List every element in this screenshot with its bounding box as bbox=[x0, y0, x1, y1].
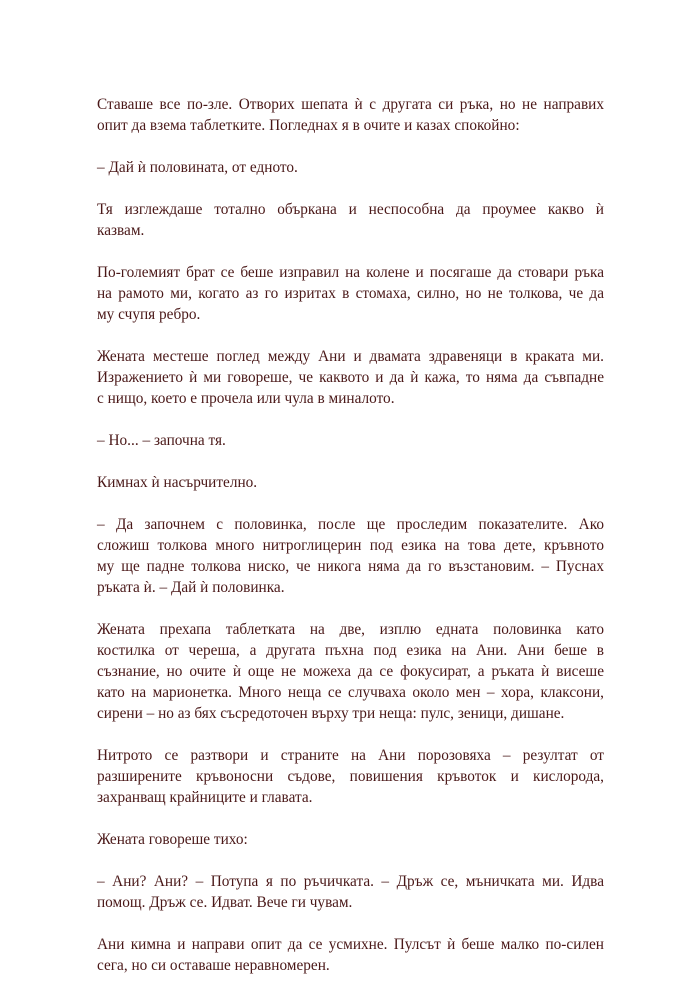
paragraph bbox=[97, 346, 604, 409]
document-body bbox=[97, 94, 604, 997]
paragraph bbox=[97, 829, 604, 850]
text-line: разширените кръвоносни съдове, повишения кръвоток и кислорода, bbox=[97, 768, 604, 785]
text-line: сирени – но аз бях съсредоточен върху три неща: пулс, зеници, дишане. bbox=[97, 705, 565, 722]
paragraph bbox=[97, 871, 604, 913]
paragraph bbox=[97, 745, 604, 808]
paragraph bbox=[97, 472, 604, 493]
text-line: му ще падне толкова ниско, че никога няма да го възстановим. – Пуснах bbox=[97, 558, 604, 575]
paragraph bbox=[97, 430, 604, 451]
text-line: – Дай ѝ половината, от едното. bbox=[97, 159, 298, 176]
text-line: сега, но си оставаше неравномерен. bbox=[97, 957, 330, 974]
text-line: Нитрото се разтвори и страните на Ани порозовяха – резултат от bbox=[97, 747, 604, 764]
paragraph bbox=[97, 199, 604, 241]
text-line: – Ани? Ани? – Потупа я по ръчичката. – Дръж се, мъничката ми. Идва bbox=[97, 873, 604, 890]
text-line: сложиш толкова много нитроглицерин под езика на това дете, кръвното bbox=[97, 537, 604, 554]
text-line: с нищо, което е прочела или чула в миналото. bbox=[97, 390, 395, 407]
paragraph bbox=[97, 94, 604, 136]
text-line: Тя изглеждаше тотално объркана и неспособна да проумее какво ѝ bbox=[97, 201, 604, 218]
text-line: Жената прехапа таблетката на две, изплю едната половинка като bbox=[97, 621, 604, 638]
text-line: Ставаше все по-зле. Отворих шепата ѝ с другата си ръка, но не направих bbox=[97, 96, 604, 113]
text-line: опит да взема таблетките. Погледнах я в очите и казах спокойно: bbox=[97, 117, 520, 134]
text-line: – Но... – започна тя. bbox=[97, 432, 226, 449]
text-line: като на марионетка. Много неща се случваха около мен – хора, клаксони, bbox=[97, 684, 604, 701]
text-line: костилка от череша, а другата пъхна под езика на Ани. Ани беше в bbox=[97, 642, 604, 659]
text-line: Жената говореше тихо: bbox=[97, 831, 248, 848]
text-line: на рамото ми, когато аз го изритах в стомаха, силно, но не толкова, че да bbox=[97, 285, 604, 302]
text-line: помощ. Дръж се. Идват. Вече ги чувам. bbox=[97, 894, 353, 911]
text-line: По-големият брат се беше изправил на колене и посягаше да стовари ръка bbox=[97, 264, 604, 281]
text-line: ръката ѝ. – Дай ѝ половинка. bbox=[97, 579, 285, 596]
text-line: Жената местеше поглед между Ани и двамата здравеняци в краката ми. bbox=[97, 348, 604, 365]
paragraph bbox=[97, 514, 604, 598]
text-line: казвам. bbox=[97, 222, 145, 239]
text-line: Кимнах ѝ насърчително. bbox=[97, 474, 258, 491]
text-line: – Да започнем с половинка, после ще проследим показателите. Ако bbox=[97, 516, 604, 533]
text-line: Изражението ѝ ми говореше, че каквото и да ѝ кажа, то няма да съвпадне bbox=[97, 369, 604, 386]
text-line: захранващ крайниците и главата. bbox=[97, 789, 313, 806]
paragraph bbox=[97, 934, 604, 976]
paragraph bbox=[97, 262, 604, 325]
paragraph bbox=[97, 619, 604, 724]
text-line: съзнание, но очите ѝ още не можеха да се фокусират, а ръката ѝ висеше bbox=[97, 663, 604, 680]
text-line: Ани кимна и направи опит да се усмихне. Пулсът ѝ беше малко по-силен bbox=[97, 936, 604, 953]
text-line: му счупя ребро. bbox=[97, 306, 201, 323]
paragraph bbox=[97, 157, 604, 178]
